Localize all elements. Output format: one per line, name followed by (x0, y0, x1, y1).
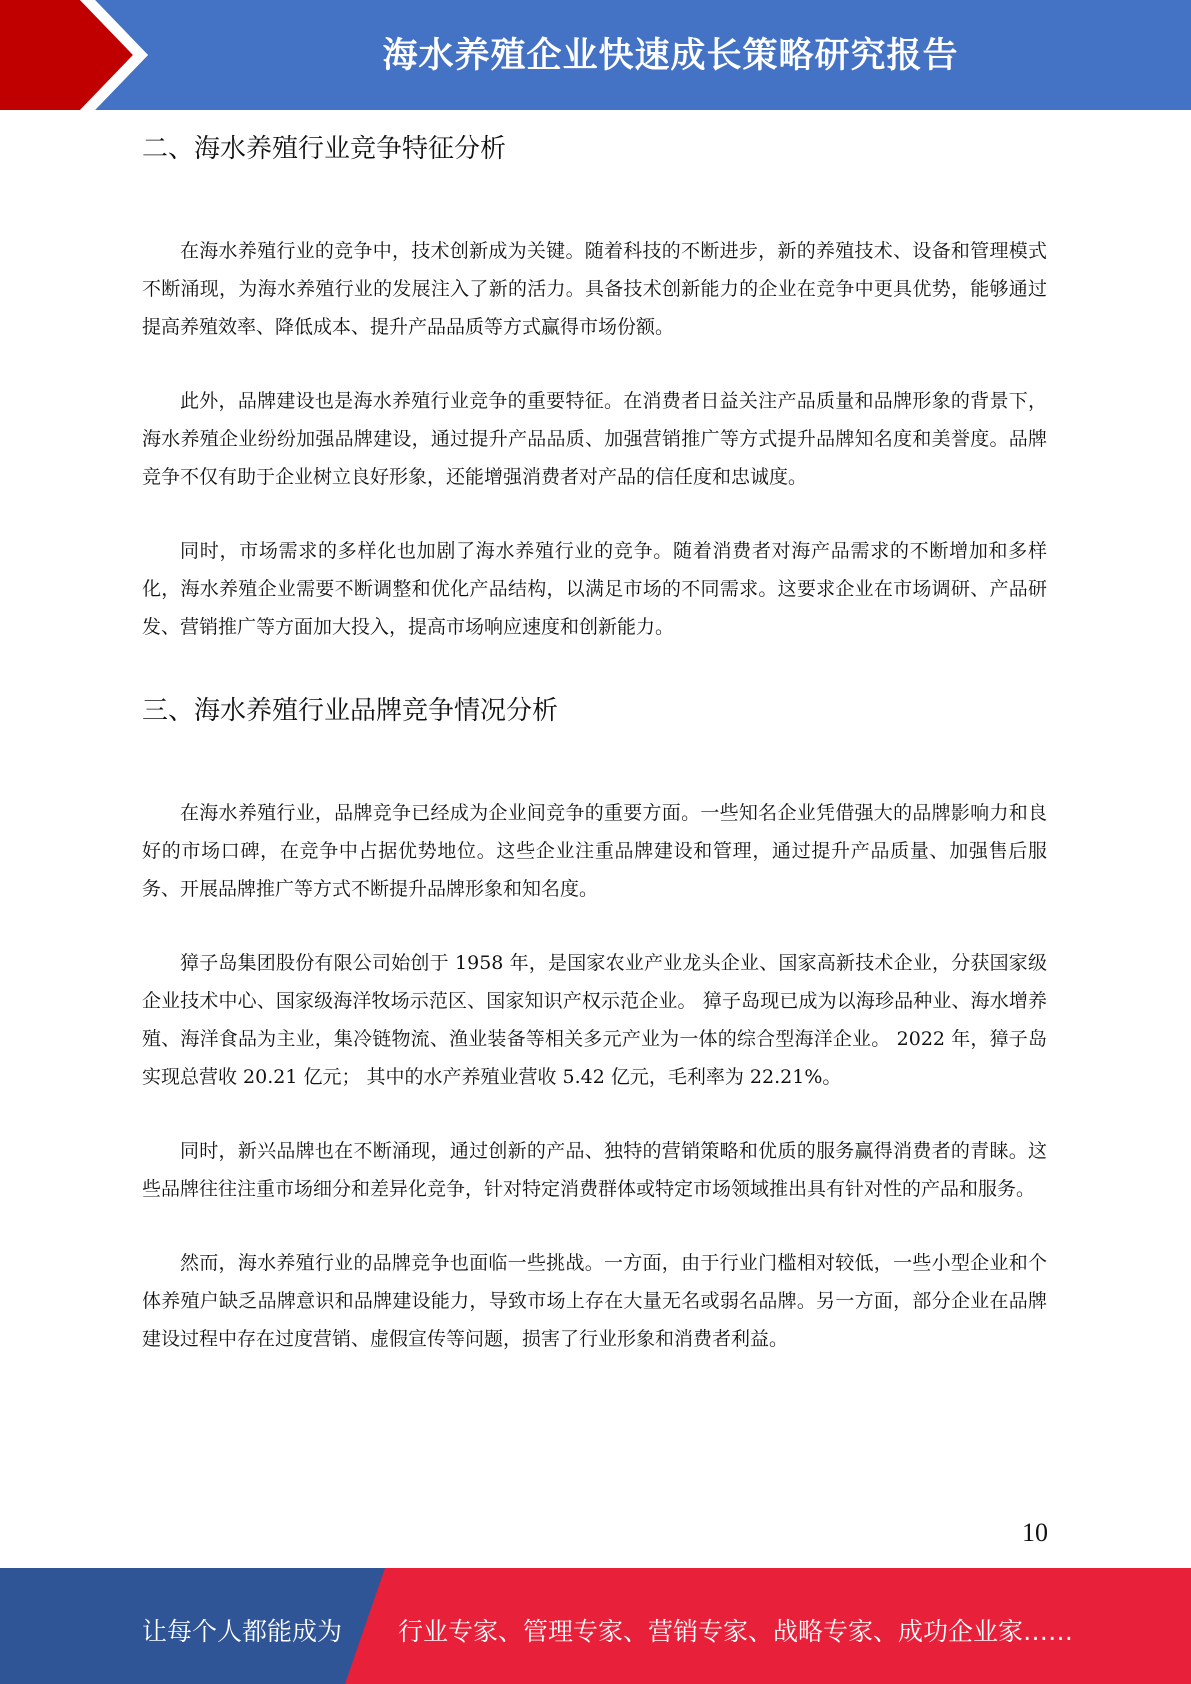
section-heading: 三、海水养殖行业品牌竞争情况分析 (142, 696, 559, 726)
paragraph: 在海水养殖行业，品牌竞争已经成为企业间竞争的重要方面。一些知名企业凭借强大的品牌影响力和良好的市场口碑，在竞争中占据优势地位。这些企业注重品牌建设和管理，通过提升产品质量、加强售后服务、开展品牌推广等方式不断提升品牌形象和知名度。 (142, 802, 1047, 900)
paragraph: 同时，市场需求的多样化也加剧了海水养殖行业的竞争。随着消费者对海产品需求的不断增加和多样化，海水养殖企业需要不断调整和优化产品结构，以满足市场的不同需求。这要求企业在市场调研、产品研发、营销推广等方面加大投入，提高市场响应速度和创新能力。 (142, 540, 1047, 638)
page-footer (0, 1568, 1191, 1684)
paragraph: 然而，海水养殖行业的品牌竞争也面临一些挑战。一方面，由于行业门槛相对较低，一些小型企业和个体养殖户缺乏品牌意识和品牌建设能力，导致市场上存在大量无名或弱名品牌。另一方面，部分企业在品牌建设过程中存在过度营销、虚假宣传等问题，损害了行业形象和消费者利益。 (142, 1252, 1047, 1350)
paragraph: 同时，新兴品牌也在不断涌现，通过创新的产品、独特的营销策略和优质的服务赢得消费者的青睐。这些品牌往往注重市场细分和差异化竞争，针对特定消费群体或特定市场领域推出具有针对性的产品和服务。 (142, 1140, 1047, 1200)
page-header (0, 0, 1191, 110)
main-content (142, 128, 1047, 1358)
page-number: 10 (1022, 1518, 1048, 1547)
paragraph: 獐子岛集团股份有限公司始创于 1958 年，是国家农业产业龙头企业、国家高新技术企业，分获国家级企业技术中心、国家级海洋牧场示范区、国家知识产权示范企业。 獐子岛现已成为以海珍品种业、海水增养殖、海洋食品为主业，集冷链物流、渔业装备等相关多元产业为一体的综合型海洋企业。 2022 年，獐子岛实现总营收 20.21 亿元； 其中的水产养殖业营收 5.42 亿元，毛利率为 22.21%。 (142, 952, 1047, 1088)
report-title: 海水养殖企业快速成长策略研究报告 (382, 36, 959, 76)
section-heading: 二、海水养殖行业竞争特征分析 (142, 134, 507, 164)
footer-slogan-right: 行业专家、管理专家、营销专家、战略专家、成功企业家…… (398, 1617, 1074, 1646)
footer-slogan-left: 让每个人都能成为 (142, 1617, 343, 1646)
paragraph: 此外，品牌建设也是海水养殖行业竞争的重要特征。在消费者日益关注产品质量和品牌形象的背景下，海水养殖企业纷纷加强品牌建设，通过提升产品品质、加强营销推广等方式提升品牌知名度和美誉度。品牌竞争不仅有助于企业树立良好形象，还能增强消费者对产品的信任度和忠诚度。 (142, 390, 1047, 488)
header-arrow-decoration (0, 0, 150, 110)
paragraph: 在海水养殖行业的竞争中，技术创新成为关键。随着科技的不断进步，新的养殖技术、设备和管理模式不断涌现，为海水养殖行业的发展注入了新的活力。具备技术创新能力的企业在竞争中更具优势，能够通过提高养殖效率、降低成本、提升产品品质等方式赢得市场份额。 (142, 240, 1047, 338)
